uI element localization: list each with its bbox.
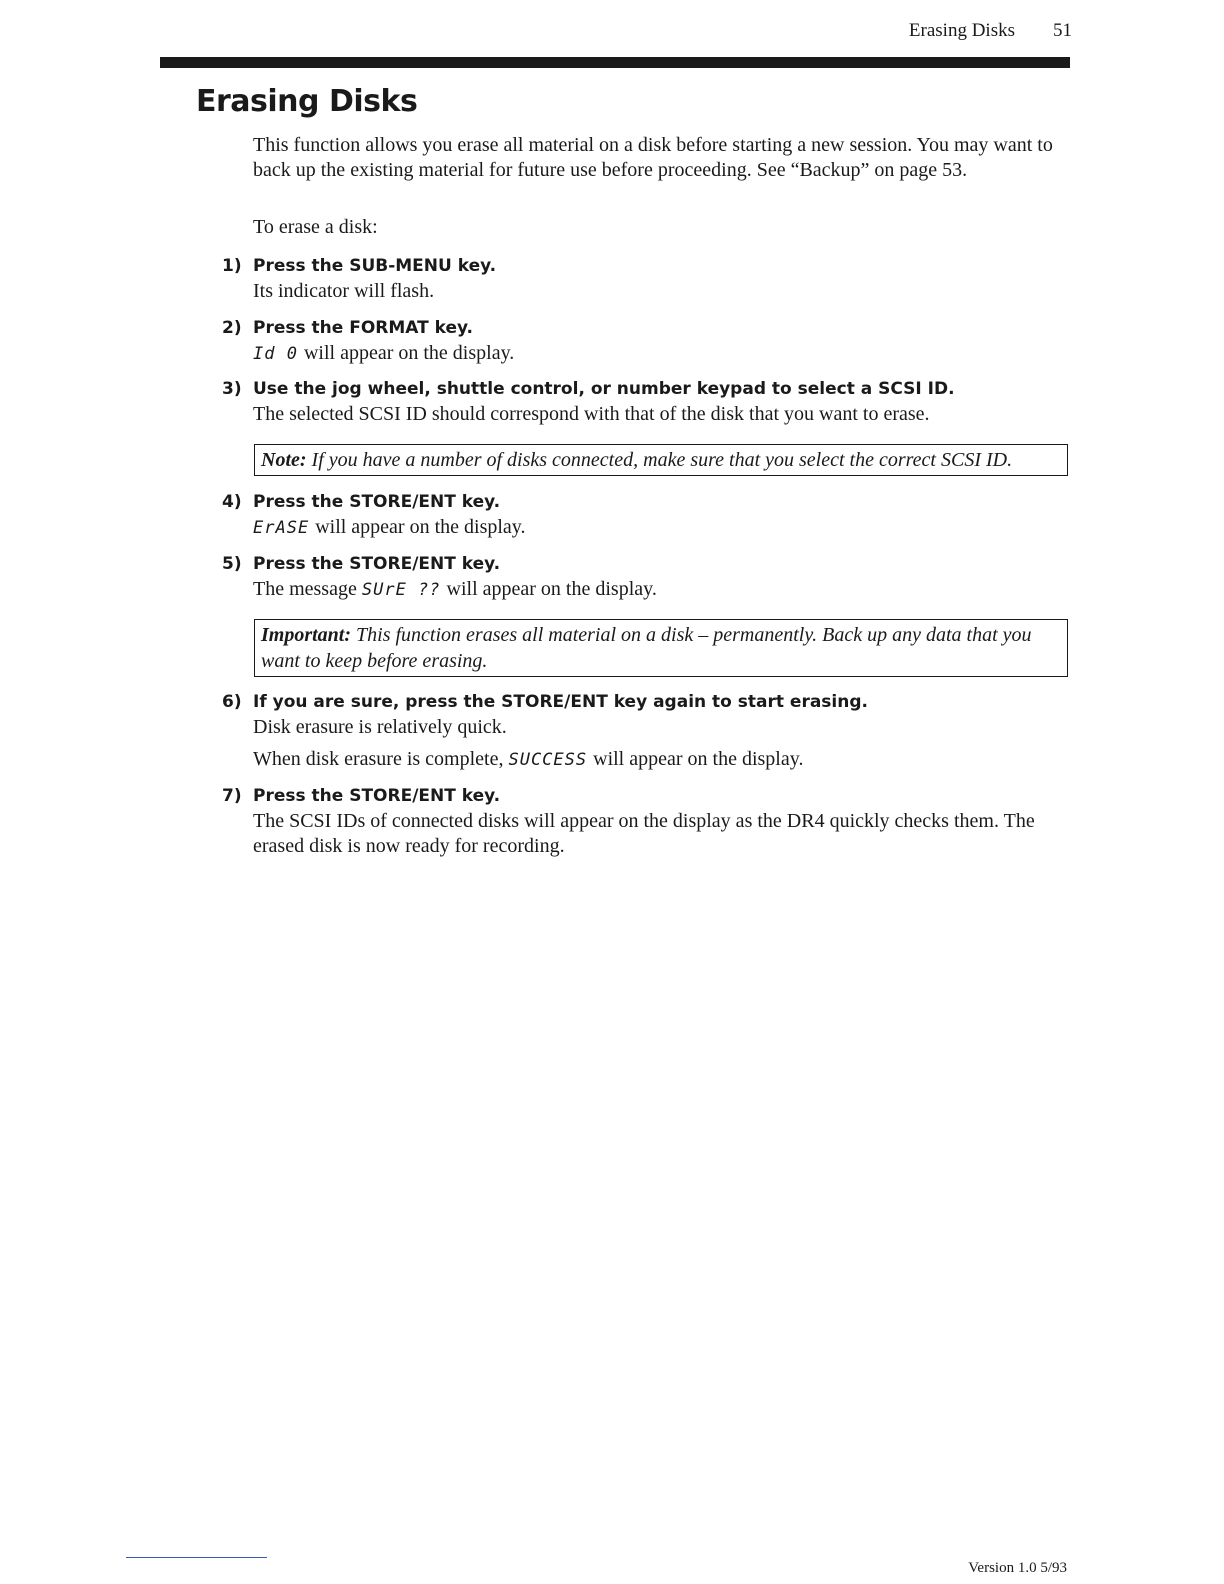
lead-paragraph: To erase a disk: (253, 216, 378, 238)
step-title: Press the STORE/ENT key. (253, 492, 501, 512)
header-section: Erasing Disks (908, 20, 1015, 41)
page-title: Erasing Disks (196, 84, 418, 119)
note-box (254, 444, 1068, 476)
header-page-number: 51 (1053, 20, 1072, 41)
step-text: will appear on the display. (593, 748, 804, 770)
step-number: 7) (222, 786, 242, 806)
step-text: will appear on the display. (303, 342, 515, 364)
step-text: The SCSI IDs of connected disks will appear on the display as the DR4 quickly checks them. The erased disk is now ready for recording. (253, 810, 1035, 857)
step-title: Press the FORMAT key. (253, 318, 473, 338)
step-number: 1) (222, 256, 242, 276)
step-6 (222, 690, 1072, 773)
running-header (909, 20, 1072, 42)
step-title: Press the STORE/ENT key. (253, 786, 501, 806)
step-5 (222, 552, 1072, 603)
step-title: Press the STORE/ENT key. (253, 554, 501, 574)
step-text-pre: When disk erasure is complete, (253, 748, 504, 770)
note-label: Note: (261, 449, 307, 471)
step-number: 5) (222, 554, 242, 574)
step-3 (222, 377, 1072, 427)
step-7 (222, 784, 1072, 859)
important-label: Important: (261, 624, 352, 646)
important-box (254, 619, 1068, 677)
step-text: Its indicator will flash. (253, 280, 435, 302)
step-title: Press the SUB-MENU key. (253, 256, 497, 276)
step-title: If you are sure, press the STORE/ENT key again to start erasing. (253, 692, 868, 712)
step-text-pre: The message (253, 578, 357, 600)
step-number: 3) (222, 379, 242, 399)
important-text: This function erases all material on a disk – permanently. Back up any data that you want to keep before erasing. (261, 624, 1032, 672)
step-number: 2) (222, 318, 242, 338)
footer-version: Version 1.0 5/93 (968, 1560, 1067, 1576)
lcd-display-text: Id 0 (253, 344, 298, 364)
step-text: Disk erasure is relatively quick. (253, 716, 507, 738)
step-text: The selected SCSI ID should correspond with that of the disk that you want to erase. (253, 403, 930, 425)
step-title: Use the jog wheel, shuttle control, or number keypad to select a SCSI ID. (253, 379, 955, 399)
lcd-display-text: ErASE (253, 518, 310, 538)
footer-rule (126, 1557, 267, 1558)
lcd-display-text: SUCCESS (508, 750, 588, 770)
note-text: If you have a number of disks connected, make sure that you select the correct SCSI ID. (311, 449, 1013, 471)
step-number: 6) (222, 692, 242, 712)
lcd-display-text: SUrE ?? (361, 580, 441, 600)
step-number: 4) (222, 492, 242, 512)
intro-paragraph: This function allows you erase all material on a disk before starting a new session. You may want to back up the existing material for future use before proceeding. See “Backup” on page 53. (253, 134, 1053, 181)
step-text: will appear on the display. (446, 578, 657, 600)
step-2 (222, 316, 1072, 367)
step-4 (222, 490, 1072, 541)
step-text: will appear on the display. (315, 516, 526, 538)
header-rule (160, 57, 1070, 68)
step-1 (222, 254, 1072, 304)
